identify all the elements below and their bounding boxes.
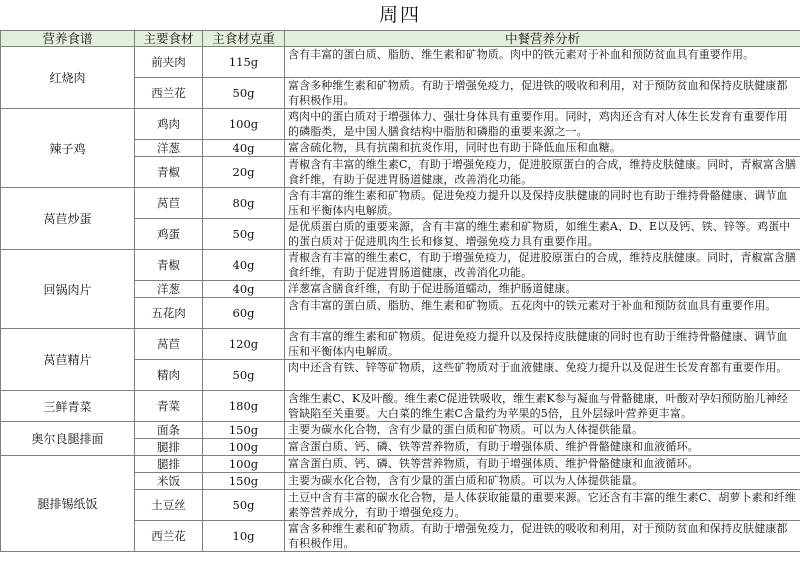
ingredient-cell: 鸡肉 — [135, 109, 203, 140]
analysis-cell: 含维生素C、K及叶酸。维生素C促进铁吸收，维生素K参与凝血与骨骼健康，叶酸对孕妇预防胎儿神经管缺陷至关重要。大白菜的维生素C含量约为苹果的5倍，且外层绿叶营养更丰富。 — [285, 391, 800, 422]
ingredient-cell: 米饭 — [135, 473, 203, 490]
ingredient-cell: 五花肉 — [135, 298, 203, 329]
page-title: 周四 — [0, 0, 800, 30]
weight-cell: 50g — [203, 360, 285, 391]
dish-name: 红烧肉 — [1, 47, 135, 109]
dish-name: 三鲜青菜 — [1, 391, 135, 422]
weight-cell: 120g — [203, 329, 285, 360]
analysis-cell: 洋葱富含膳食纤维，有助于促进肠道蠕动，维护肠道健康。 — [285, 281, 800, 298]
weight-cell: 50g — [203, 219, 285, 250]
dish-name: 腿排锡纸饭 — [1, 456, 135, 552]
ingredient-cell: 土豆丝 — [135, 490, 203, 521]
weight-cell: 180g — [203, 391, 285, 422]
ingredient-cell: 西兰花 — [135, 521, 203, 552]
analysis-cell: 青椒含有丰富的维生素C，有助于增强免疫力，促进胶原蛋白的合成，维持皮肤健康。同时，青椒富含膳食纤维，有助于促进胃肠道健康，改善消化功能。 — [285, 250, 800, 281]
weight-cell: 100g — [203, 439, 285, 456]
weight-cell: 50g — [203, 490, 285, 521]
analysis-cell: 主要为碳水化合物，含有少量的蛋白质和矿物质。可以为人体提供能量。 — [285, 422, 800, 439]
header-ingredient: 主要食材 — [135, 31, 203, 47]
dish-name: 回锅肉片 — [1, 250, 135, 329]
analysis-cell: 含有丰富的蛋白质、脂肪、维生素和矿物质。五花肉中的铁元素对于补血和预防贫血具有重要作用。 — [285, 298, 800, 329]
weight-cell: 150g — [203, 422, 285, 439]
header-recipe: 营养食谱 — [1, 31, 135, 47]
ingredient-cell: 面条 — [135, 422, 203, 439]
header-weight: 主食材克重 — [203, 31, 285, 47]
table-row — [1, 422, 800, 439]
analysis-cell: 富含蛋白质、钙、磷、铁等营养物质，有助于增强体质、维护骨骼健康和血液循环。 — [285, 439, 800, 456]
weight-cell: 20g — [203, 157, 285, 188]
analysis-cell: 含有丰富的蛋白质、脂肪、维生素和矿物质。肉中的铁元素对于补血和预防贫血具有重要作用。 — [285, 47, 800, 78]
ingredient-cell: 青椒 — [135, 250, 203, 281]
table-row — [1, 47, 800, 78]
dish-name: 莴苣炒蛋 — [1, 188, 135, 250]
weight-cell: 40g — [203, 250, 285, 281]
ingredient-cell: 前夹肉 — [135, 47, 203, 78]
table-row — [1, 188, 800, 219]
analysis-cell: 含有丰富的维生素和矿物质。促进免疫力提升以及保持皮肤健康的同时也有助于维持骨骼健康、调节血压和平衡体内电解质。 — [285, 329, 800, 360]
analysis-cell: 富含硫化物，具有抗菌和抗炎作用，同时也有助于降低血压和血糖。 — [285, 140, 800, 157]
analysis-cell: 土豆中含有丰富的碳水化合物，是人体获取能量的重要来源。它还含有丰富的维生素C、胡萝卜素和纤维素等营养成分，有助于增强免疫力。 — [285, 490, 800, 521]
ingredient-cell: 腿排 — [135, 456, 203, 473]
table-row — [1, 456, 800, 473]
dish-name: 辣子鸡 — [1, 109, 135, 188]
ingredient-cell: 青椒 — [135, 157, 203, 188]
ingredient-cell: 青菜 — [135, 391, 203, 422]
weight-cell: 100g — [203, 456, 285, 473]
table-row — [1, 250, 800, 281]
dish-name: 奥尔良腿排面 — [1, 422, 135, 456]
analysis-cell: 肉中还含有铁、锌等矿物质，这些矿物质对于血液健康、免疫力提升以及促进生长发育都有重要作用。 — [285, 360, 800, 391]
weight-cell: 50g — [203, 78, 285, 109]
analysis-cell: 是优质蛋白质的重要来源，含有丰富的维生素和矿物质，如维生素A、D、E以及钙、铁、锌等。鸡蛋中的蛋白质对于促进肌肉生长和修复、增强免疫力具有重要作用。 — [285, 219, 800, 250]
ingredient-cell: 精肉 — [135, 360, 203, 391]
table-row — [1, 109, 800, 140]
ingredient-cell: 莴苣 — [135, 329, 203, 360]
weight-cell: 40g — [203, 281, 285, 298]
nutrition-table — [0, 30, 800, 552]
analysis-cell: 富含多种维生素和矿物质。有助于增强免疫力，促进铁的吸收和利用，对于预防贫血和保持皮肤健康都有积极作用。 — [285, 78, 800, 109]
header-analysis: 中餐营养分析 — [285, 31, 800, 47]
analysis-cell: 富含多种维生素和矿物质。有助于增强免疫力，促进铁的吸收和利用，对于预防贫血和保持皮肤健康都有积极作用。 — [285, 521, 800, 552]
ingredient-cell: 洋葱 — [135, 140, 203, 157]
weight-cell: 10g — [203, 521, 285, 552]
weight-cell: 40g — [203, 140, 285, 157]
analysis-cell: 富含蛋白质、钙、磷、铁等营养物质，有助于增强体质、维护骨骼健康和血液循环。 — [285, 456, 800, 473]
weight-cell: 150g — [203, 473, 285, 490]
ingredient-cell: 洋葱 — [135, 281, 203, 298]
ingredient-cell: 西兰花 — [135, 78, 203, 109]
table-row — [1, 391, 800, 422]
weight-cell: 60g — [203, 298, 285, 329]
table-row — [1, 329, 800, 360]
ingredient-cell: 腿排 — [135, 439, 203, 456]
weight-cell: 115g — [203, 47, 285, 78]
weight-cell: 100g — [203, 109, 285, 140]
analysis-cell: 鸡肉中的蛋白质对于增强体力、强壮身体具有重要作用。同时，鸡肉还含有对人体生长发育有重要作用的磷脂类，是中国人膳食结构中脂肪和磷脂的重要来源之一。 — [285, 109, 800, 140]
analysis-cell: 含有丰富的维生素和矿物质。促进免疫力提升以及保持皮肤健康的同时也有助于维持骨骼健康、调节血压和平衡体内电解质。 — [285, 188, 800, 219]
ingredient-cell: 莴苣 — [135, 188, 203, 219]
weight-cell: 80g — [203, 188, 285, 219]
analysis-cell: 青椒含有丰富的维生素C，有助于增强免疫力，促进胶原蛋白的合成，维持皮肤健康。同时，青椒富含膳食纤维，有助于促进胃肠道健康，改善消化功能。 — [285, 157, 800, 188]
dish-name: 莴苣精片 — [1, 329, 135, 391]
analysis-cell: 主要为碳水化合物，含有少量的蛋白质和矿物质。可以为人体提供能量。 — [285, 473, 800, 490]
ingredient-cell: 鸡蛋 — [135, 219, 203, 250]
